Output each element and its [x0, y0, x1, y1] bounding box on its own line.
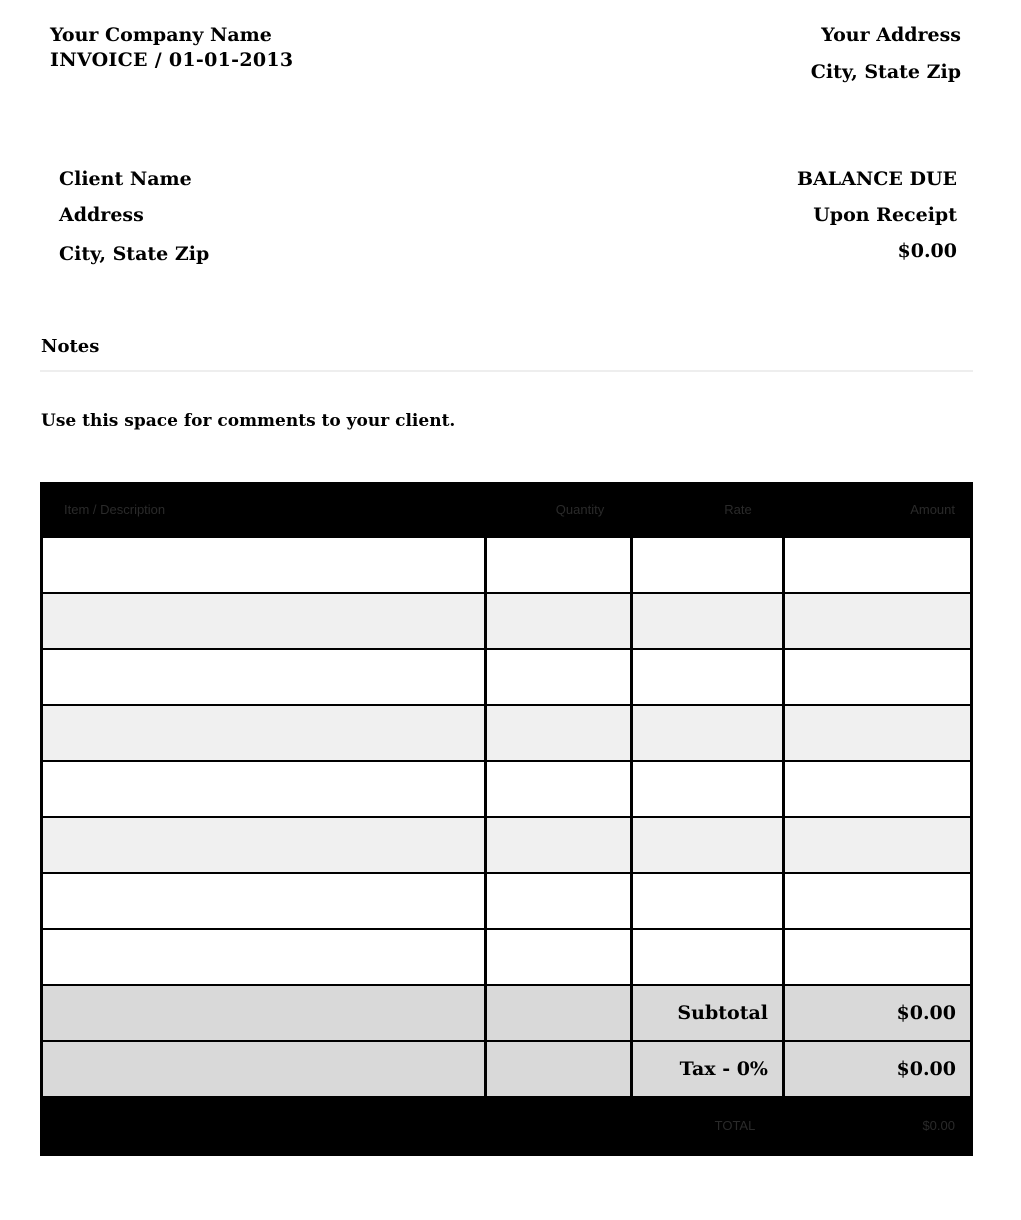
table-row [40, 762, 973, 816]
amount-cell [785, 874, 970, 928]
column-header-quantity: Quantity [555, 502, 605, 517]
table-row [40, 818, 973, 872]
table-row [40, 538, 973, 592]
column-header-rate: Rate [724, 502, 752, 517]
rate-cell [633, 762, 782, 816]
rate-cell [633, 930, 782, 984]
total-row [40, 1098, 973, 1156]
amount-cell [785, 762, 970, 816]
rate-cell [633, 874, 782, 928]
item-description-cell [43, 650, 484, 704]
balance-terms: Upon Receipt [813, 204, 957, 226]
item-description-cell [43, 538, 484, 592]
subtotal-value: $0.00 [785, 986, 970, 1040]
table-row [40, 874, 973, 928]
total-value: $0.00 [922, 1118, 955, 1133]
column-header-description: Item / Description [64, 502, 166, 517]
client-address: Address [59, 204, 144, 226]
item-description-cell [43, 594, 484, 648]
amount-cell [785, 594, 970, 648]
subtotal-row [40, 986, 973, 1040]
amount-cell [785, 930, 970, 984]
company-address: Your Address [821, 24, 961, 46]
amount-cell [785, 818, 970, 872]
tax-row [40, 1042, 973, 1096]
item-description-cell [43, 762, 484, 816]
item-description-cell [43, 818, 484, 872]
quantity-cell [487, 930, 630, 984]
table-row [40, 650, 973, 704]
item-description-cell [43, 874, 484, 928]
rate-cell [633, 538, 782, 592]
rate-cell [633, 706, 782, 760]
table-row [40, 930, 973, 984]
tax-value: $0.00 [785, 1042, 970, 1096]
invoice-number-date: INVOICE / 01-01-2013 [50, 49, 294, 71]
quantity-cell [487, 538, 630, 592]
notes-heading: Notes [41, 336, 100, 357]
quantity-cell [487, 762, 630, 816]
rate-cell [633, 594, 782, 648]
column-header-amount: Amount [910, 502, 955, 517]
subtotal-blank-cell [487, 986, 630, 1040]
client-name: Client Name [59, 168, 192, 190]
item-description-cell [43, 930, 484, 984]
amount-cell [785, 650, 970, 704]
quantity-cell [487, 706, 630, 760]
quantity-cell [487, 874, 630, 928]
company-name: Your Company Name [50, 24, 272, 46]
amount-cell [785, 706, 970, 760]
quantity-cell [487, 650, 630, 704]
table-row [40, 706, 973, 760]
amount-cell [785, 538, 970, 592]
tax-blank-cell [43, 1042, 484, 1096]
tax-blank-cell [487, 1042, 630, 1096]
notes-text: Use this space for comments to your client. [41, 411, 456, 431]
table-row [40, 594, 973, 648]
balance-amount: $0.00 [897, 240, 957, 262]
balance-due-label: BALANCE DUE [796, 168, 957, 190]
total-label: TOTAL [714, 1118, 756, 1133]
quantity-cell [487, 818, 630, 872]
quantity-cell [487, 594, 630, 648]
invoice-table [40, 482, 973, 1156]
tax-label: Tax - 0% [633, 1042, 782, 1096]
company-city-state-zip: City, State Zip [810, 61, 961, 83]
rate-cell [633, 818, 782, 872]
table-header [40, 482, 973, 538]
subtotal-label: Subtotal [633, 986, 782, 1040]
subtotal-blank-cell [43, 986, 484, 1040]
client-city-state-zip: City, State Zip [59, 243, 210, 265]
rate-cell [633, 650, 782, 704]
notes-divider [40, 370, 973, 372]
item-description-cell [43, 706, 484, 760]
